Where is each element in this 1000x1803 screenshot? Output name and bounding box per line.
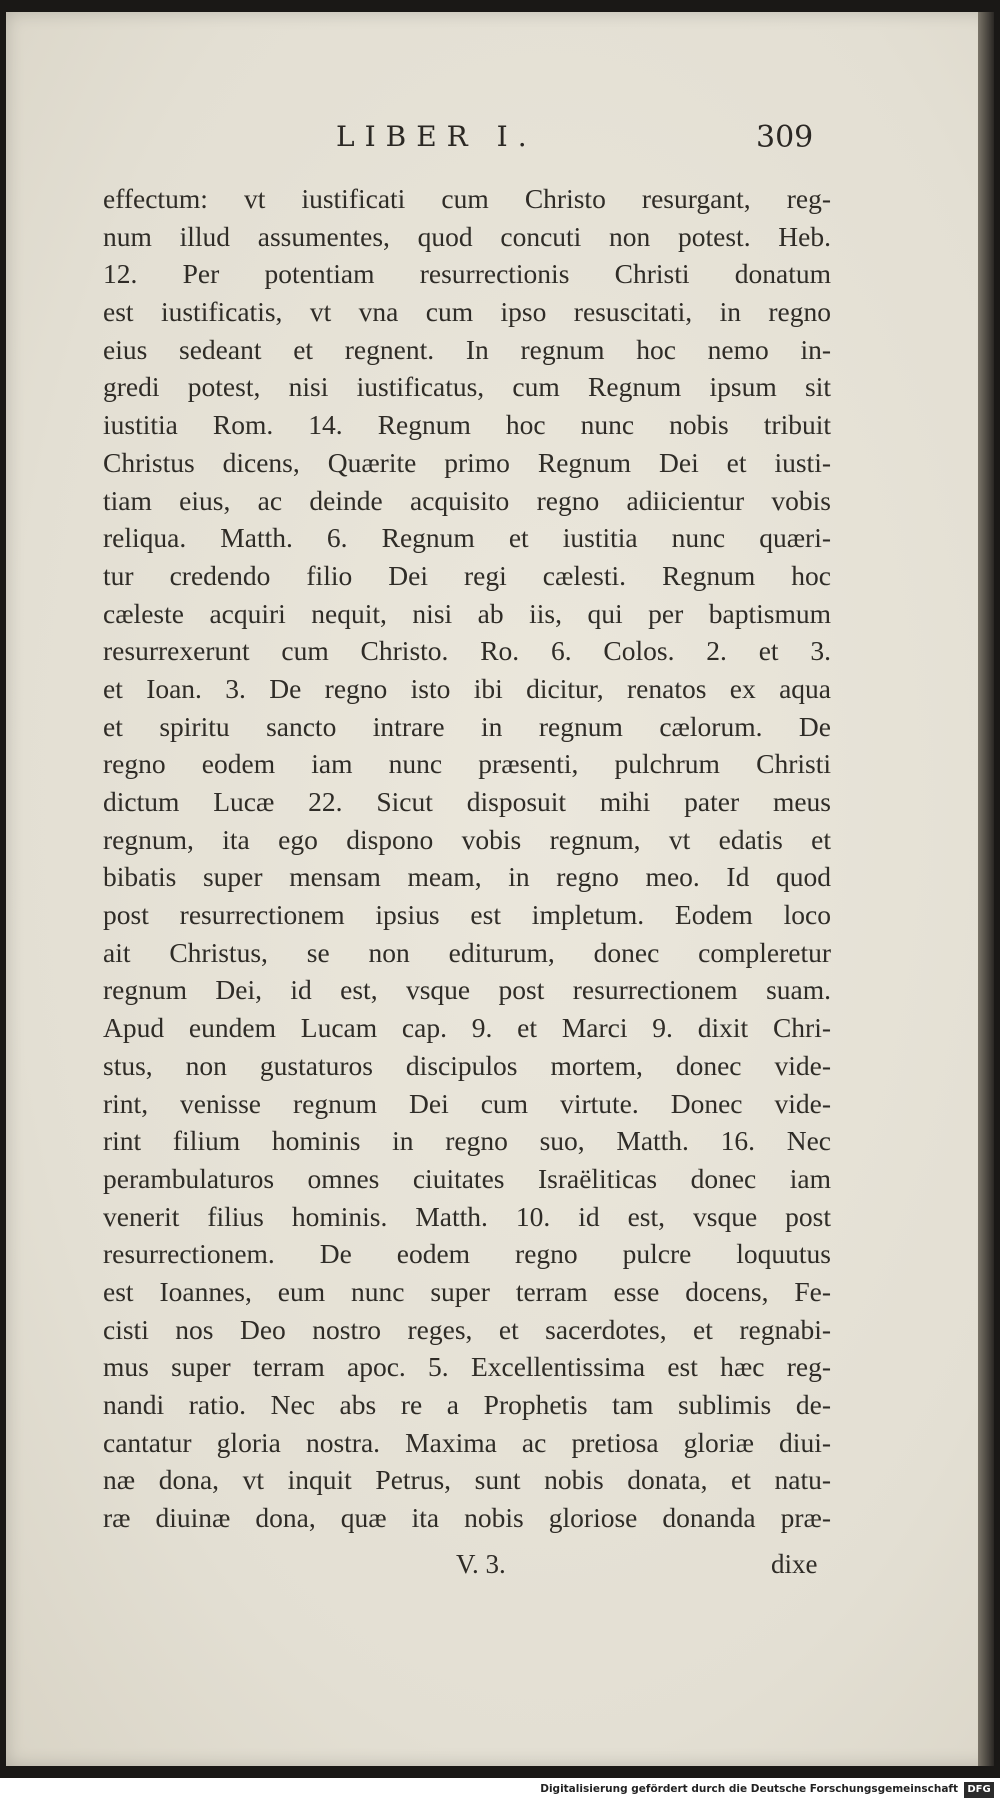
- text-line: ræ diuinæ dona, quæ ita nobis gloriose donanda præ-: [103, 1502, 831, 1534]
- page-footer: [6, 1549, 994, 1589]
- text-line: regnum, ita ego dispono vobis regnum, vt edatis et: [103, 823, 831, 855]
- text-line: resurrexerunt cum Christo. Ro. 6. Colos. 2. et 3.: [103, 635, 831, 667]
- page-number: 309: [756, 120, 814, 155]
- signature-mark: V. 3.: [456, 1549, 506, 1579]
- text-line: cantatur gloria nostra. Maxima ac pretiosa gloriæ diui-: [103, 1426, 831, 1458]
- text-line: venerit filius hominis. Matth. 10. id est, vsque post: [103, 1200, 831, 1232]
- text-line: post resurrectionem ipsius est impletum. Eodem loco: [103, 899, 831, 931]
- text-line: reliqua. Matth. 6. Regnum et iustitia nunc quæri-: [103, 522, 831, 554]
- text-line: tiam eius, ac deinde acquisito regno adiicientur vobis: [103, 484, 831, 516]
- text-line: iustitia Rom. 14. Regnum hoc nunc nobis tribuit: [103, 409, 831, 441]
- text-line: cæleste acquiri nequit, nisi ab iis, qui per baptismum: [103, 597, 831, 629]
- text-line: regno eodem iam nunc præsenti, pulchrum Christi: [103, 748, 831, 780]
- text-line: tur credendo filio Dei regi cælesti. Regnum hoc: [103, 559, 831, 591]
- catchword: dixe: [771, 1549, 818, 1579]
- text-line: cisti nos Deo nostro reges, et sacerdotes, et regnabi-: [103, 1313, 831, 1345]
- text-line: resurrectionem. De eodem regno pulcre loquutus: [103, 1238, 831, 1270]
- text-line: Christus dicens, Quærite primo Regnum Dei et iusti-: [103, 446, 831, 478]
- text-line: bibatis super mensam meam, in regno meo. Id quod: [103, 861, 831, 893]
- text-line: effectum: vt iustificati cum Christo resurgant, reg-: [103, 183, 831, 214]
- text-line: rint, venisse regnum Dei cum virtute. Donec vide-: [103, 1087, 831, 1119]
- text-line: stus, non gustaturos discipulos mortem, donec vide-: [103, 1049, 831, 1081]
- dfg-logo-icon: DFG: [964, 1782, 994, 1798]
- text-line: eius sedeant et regnent. In regnum hoc nemo in-: [103, 333, 831, 365]
- credit-bar: [0, 1778, 1000, 1803]
- page-edge-shadow: [978, 12, 994, 1766]
- text-line: rint filium hominis in regno suo, Matth. 16. Nec: [103, 1125, 831, 1157]
- text-line: et spiritu sancto intrare in regnum cælorum. De: [103, 710, 831, 742]
- text-line: est iustificatis, vt vna cum ipso resuscitati, in regno: [103, 296, 831, 328]
- text-line: Apud eundem Lucam cap. 9. et Marci 9. dixit Chri-: [103, 1012, 831, 1044]
- text-line: dictum Lucæ 22. Sicut disposuit mihi pater meus: [103, 786, 831, 817]
- text-line: perambulaturos omnes ciuitates Israëliticas donec iam: [103, 1162, 831, 1194]
- text-line: næ dona, vt inquit Petrus, sunt nobis donata, et natu-: [103, 1464, 831, 1496]
- text-line: mus super terram apoc. 5. Excellentissima est hæc reg-: [103, 1351, 831, 1383]
- text-line: 12. Per potentiam resurrectionis Christi donatum: [103, 258, 831, 290]
- text-line: ait Christus, se non editurum, donec compleretur: [103, 936, 831, 968]
- text-line: et Ioan. 3. De regno isto ibi dicitur, renatos ex aqua: [103, 672, 831, 704]
- body-text: [103, 180, 831, 1537]
- running-head: LIBER I.: [336, 120, 537, 153]
- text-line: num illud assumentes, quod concuti non potest. Heb.: [103, 220, 831, 252]
- text-line: est Ioannes, eum nunc super terram esse docens, Fe-: [103, 1275, 831, 1307]
- funding-credit: Digitalisierung gefördert durch die Deutsche Forschungsgemeinschaft: [540, 1783, 958, 1795]
- book-page: [6, 12, 994, 1766]
- text-line: regnum Dei, id est, vsque post resurrectionem suam.: [103, 974, 831, 1006]
- text-line: nandi ratio. Nec abs re a Prophetis tam sublimis de-: [103, 1389, 831, 1420]
- page-header: [6, 120, 994, 160]
- text-line: gredi potest, nisi iustificatus, cum Regnum ipsum sit: [103, 371, 831, 403]
